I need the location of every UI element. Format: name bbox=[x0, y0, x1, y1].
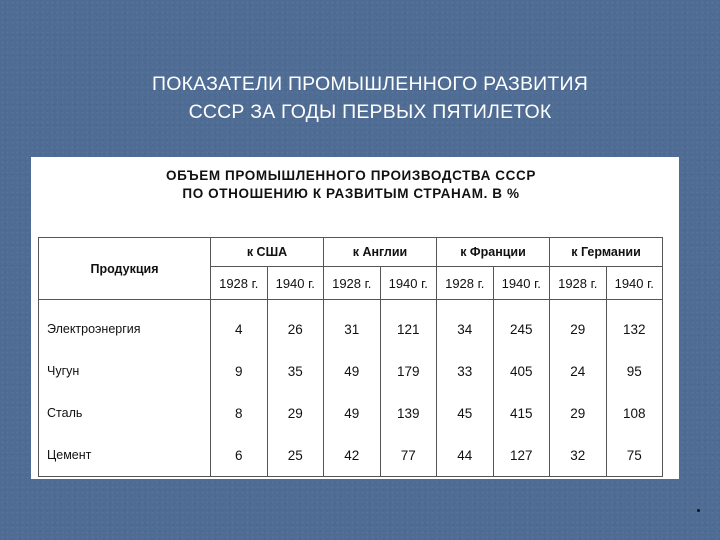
table-cell: 32 bbox=[550, 434, 607, 476]
table-cell: 24 bbox=[550, 351, 607, 393]
slide-title-line-1: ПОКАЗАТЕЛИ ПРОМЫШЛЕННОГО РАЗВИТИЯ bbox=[152, 73, 588, 95]
table-cell: 95 bbox=[606, 351, 663, 393]
year-header: 1928 г. bbox=[437, 267, 494, 300]
country-header-row bbox=[39, 238, 663, 267]
table-cell: 245 bbox=[493, 300, 550, 351]
table-cell: 29 bbox=[267, 392, 324, 434]
table-row bbox=[39, 392, 663, 434]
country-header-germany: к Германии bbox=[550, 238, 663, 267]
product-column-header: Продукция bbox=[39, 238, 211, 300]
table-cell: 415 bbox=[493, 392, 550, 434]
country-header-france: к Франции bbox=[437, 238, 550, 267]
year-header: 1940 г. bbox=[380, 267, 437, 300]
product-name: Чугун bbox=[39, 351, 211, 393]
table-cell: 33 bbox=[437, 351, 494, 393]
year-header: 1928 г. bbox=[550, 267, 607, 300]
product-name: Цемент bbox=[39, 434, 211, 476]
production-table bbox=[38, 237, 663, 477]
table-cell: 42 bbox=[324, 434, 381, 476]
table-heading bbox=[131, 167, 571, 203]
table-row bbox=[39, 351, 663, 393]
table-cell: 35 bbox=[267, 351, 324, 393]
table-cell: 26 bbox=[267, 300, 324, 351]
table-heading-line-2: ПО ОТНОШЕНИЮ К РАЗВИТЫМ СТРАНАМ. В % bbox=[182, 186, 520, 201]
table-cell: 34 bbox=[437, 300, 494, 351]
table-cell: 77 bbox=[380, 434, 437, 476]
table-cell: 179 bbox=[380, 351, 437, 393]
year-header: 1928 г. bbox=[324, 267, 381, 300]
table-heading-line-1: ОБЪЕМ ПРОМЫШЛЕННОГО ПРОИЗВОДСТВА СССР bbox=[166, 168, 536, 183]
table-cell: 139 bbox=[380, 392, 437, 434]
table-cell: 108 bbox=[606, 392, 663, 434]
table-row bbox=[39, 434, 663, 476]
country-header-usa: к США bbox=[211, 238, 324, 267]
table-cell: 405 bbox=[493, 351, 550, 393]
table-cell: 29 bbox=[550, 392, 607, 434]
table-cell: 4 bbox=[211, 300, 268, 351]
table-cell: 29 bbox=[550, 300, 607, 351]
product-name: Электроэнергия bbox=[39, 300, 211, 351]
table-cell: 132 bbox=[606, 300, 663, 351]
table-cell: 44 bbox=[437, 434, 494, 476]
slide-title-line-2: СССР ЗА ГОДЫ ПЕРВЫХ ПЯТИЛЕТОК bbox=[188, 101, 552, 123]
table-cell: 45 bbox=[437, 392, 494, 434]
table-cell: 25 bbox=[267, 434, 324, 476]
year-header: 1940 г. bbox=[606, 267, 663, 300]
table-cell: 75 bbox=[606, 434, 663, 476]
product-name: Сталь bbox=[39, 392, 211, 434]
table-cell: 6 bbox=[211, 434, 268, 476]
table-cell: 121 bbox=[380, 300, 437, 351]
table-row bbox=[39, 300, 663, 351]
year-header: 1940 г. bbox=[493, 267, 550, 300]
country-header-england: к Англии bbox=[324, 238, 437, 267]
scan-dot bbox=[697, 509, 700, 512]
table-panel bbox=[31, 157, 679, 479]
table-cell: 49 bbox=[324, 392, 381, 434]
year-header: 1928 г. bbox=[211, 267, 268, 300]
year-header: 1940 г. bbox=[267, 267, 324, 300]
table-cell: 9 bbox=[211, 351, 268, 393]
slide-title bbox=[60, 70, 680, 126]
table-cell: 49 bbox=[324, 351, 381, 393]
table-cell: 31 bbox=[324, 300, 381, 351]
table-cell: 127 bbox=[493, 434, 550, 476]
table-cell: 8 bbox=[211, 392, 268, 434]
